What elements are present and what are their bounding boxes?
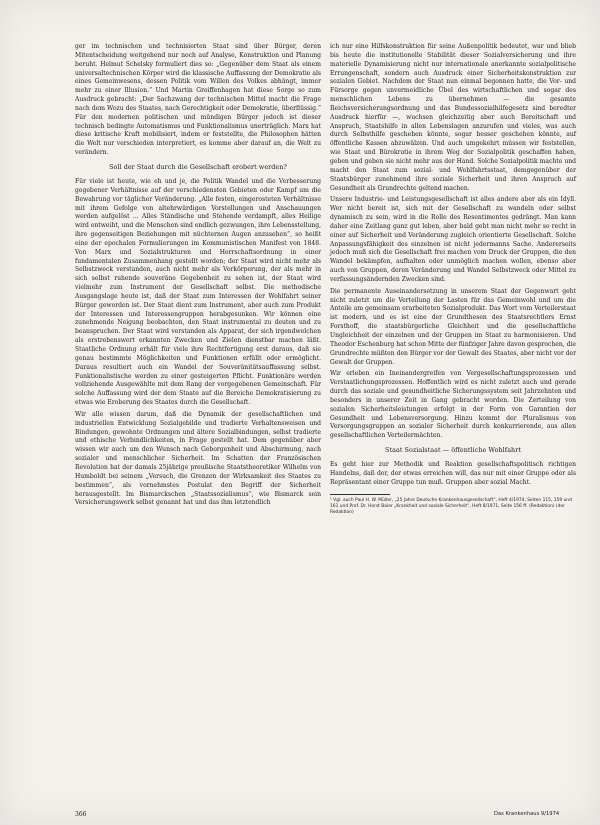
section-heading: Soll der Staat durch die Gesellschaft erobert werden?	[109, 162, 287, 171]
paragraph: ger im technischen und technisierten Staat sind über Bürger, deren Mitentscheidung weitgehend nur noch auf Analyse, Konstruktion und Planung beruht. Helmut Schelsky formuliert dies so: „Gegenüber dem Staat als einem universaltechnischen Körper wird die klassische Auffassung der Demokratie als eines Gemeinwesens, dessen Politik vom Willen des Volkes abhängt, immer mehr zu einer Illusion.“ Und Martin Greiffenhagen hat diese Sorge so zum Ausdruck gebracht: „Der Sachzwang der technischen Mittel macht die Frage nach dem Wozu des Staates, nach Gerechtigkeit oder Demokratie, überflüssig.“ Für den modernen politischen und mündigen Bürger jedoch ist dieser technisch bedingte Automatismus und Funktionalismus unerträglich. Marx hat diese kritische Kraft mobilisiert, indem er feststellte, die Philosophen hätten die Welt nur verschieden interpretiert, es komme aber darauf an, die Welt zu verändern.	[75, 43, 321, 157]
paragraph: Unsere Industrie- und Leistungsgesellschaft ist alles andere aber als ein Idyll. Wer nicht bereit ist, sich mit der Gesellschaft zu wandeln oder selbst dynamisch zu sein, wird in die Rolle des Resentimentes gedrängt. Man kann daher eine Zeitlang ganz gut leben, aber bald geht man nicht mehr so recht in einer auf Sicherheit und Veränderung zugleich orientierte Gesellschaft. Solche Anpassungsfähigkeit des einzelnen ist nicht jedermanns Sache. Andererseits jedoch muß sich die Gesellschaft frei machen vom Druck der Gruppen, die den Wandel bekämpfen, aufhalten oder unmöglich machen wollen, ebenso aber auch von Gruppen, deren Veränderung und Wandel Selbstzweck oder Mittel zu verfassungsändernden Zwecken sind.	[330, 196, 576, 283]
left-column	[75, 43, 321, 511]
paragraph: Wir erleben ein Ineinandergreifen von Vergesellschaftungsprozessen und Verstaatlichungsprozessen. Hoffentlich wird es nicht zuletzt auch und gerade durch das soziale und gesundheitliche Sicherungssystem seit Jahrzehnten und besonders in unserer Zeit in Gang gebracht worden. Die Zerteilung von sozialen Sicherheitsleistungen erfolgt in der Form von Garantien der Gesundheit und Lebensversorgung. Hinzu kommt der Pluralismus von Versorgungsgruppen an sozialer Sicherheit durch konkurrierende, aus allen gesellschaftlichen Verteilermächten.	[330, 370, 576, 440]
journal-footer: Das Krankenhaus 9/1974	[494, 811, 560, 817]
footnote-divider	[330, 494, 390, 495]
footnote: ¹ Vgl. auch Paul H. W. Müller, „25 Jahre Deutsche Krankenhausgesellschaft“, Heft 4/1974, Seiten 115, 159 und 161 und Prof. Dr. Horst Baier „Krankheit und soziale Sicherheit“, Heft 8/1971, Seite 156 ff. (Redaktion) (der Redaktion)	[330, 497, 572, 515]
paragraph: ich nur eine Hilfskonstruktion für seine Außenpolitik bedeutet, war und blieb bis heute die institutionelle Stabilität dieser Sozialversicherung und ihre materielle Dynamisierung nicht nur internationale anerkannte sozialpolitische Errungenschaft, sondern auch Ausdruck einer Sicherheitskonstruktion zur sozialen Gebiet. Nachdem der Staat nun einmal begonnen hatte, die Vor- und Fürsorge gegen unvermeidliche Übel des wirtschaftlichen und sogar des menschlichen Lebens zu übernehmen — die gesamte Reichsversicherungsordnung und das Bundessozialhilfegesetz sind beredter Ausdruck hierfür —, wuchsen gleichzeitig aber auch Bereitschaft und Anspruch, Staatshilfe in allen Lebenslagen anzurufen und vieles, was auch durch Selbsthilfe geschehen könnte, sogar besser geschehen könnte, auf öffentliche Kassen abzuwälzen. Und auch umgekehrt müssen wir feststellen, wie Staat und Bürokratie in ihrem Weg der Sozialpolitik geschaffen haben, geben und geben sie nicht mehr aus der Hand. Solche Sozialpolitik machte und macht den Staat zum sozial- und Wohlfahrtsstaat, demgegenüber der Staatsbürger zunehmend ihre soziale Sicherheit und ihren Anspruch auf Gesundheit als Grundrechte geltend machen.	[330, 43, 576, 192]
paragraph: Es geht hier zur Methodik und Reaktion gesellschaftspolitisch richtigen Handelns, daß der, der etwas erreichen will, das nur mit einer Gruppe oder als Repräsentant einer Gruppe tun muß. Gruppen aber sozial Macht.	[330, 461, 576, 486]
section-heading: Staat Sozialstaat — öffentliche Wohlfahrt	[385, 446, 521, 455]
right-column	[330, 43, 576, 516]
paragraph: Die permanente Auseinandersetzung in unserem Staat der Gegenwart geht nicht zuletzt um die Verteilung der Lasten für das Gemeinwohl und um die Anteile am gemeinsam erarbeiteten Sozialprodukt. Das Wort vom Verteilerstaat ist modern, und es ist eine der Grundthesen des Staatsrechtlers Ernst Forsthoff, die staatsbürgerliche Gleichheit und die gesellschaftliche Ungleichheit der einzelnen und der Gruppen im Staat zu harmonisieren. Und Theodor Eschenburg hat schon Mitte der fünfziger Jahre davon gesprochen, die Grundrechte müßten den Bürger vor der Gewalt des Staates, aber nicht vor der Gewalt der Gruppen.	[330, 287, 576, 366]
paragraph: Wir alle wissen darum, daß die Dynamik der gesellschaftlichen und industriellen Entwicklung Sozialgebilde und tradierte Verhaltensweisen und Bindungen, gewohnte Ordnungen und ältere Sozialbindungen, selbst tradierte und ethische Verbindlichkeiten, in Frage gestellt hat. Dem gegenüber aber wissen wir auch um den Wunsch nach Geborgenheit und Abschirmung, nach sozialer und menschlicher Sicherheit. Im Schatten der Französischen Revolution hat der damals 25jährige preußische Staatstheoretiker Wilhelm von Humboldt bei seinem „Versuch, die Grenzen der Wirksamkeit des Staates zu bestimmen“, als vornehmstes Postulat den Begriff der Sicherheit herausgestellt. Im Bismarckschen „Staatssozialismus“, wie Bismarck sein Versicherungswerk selbst genannt hat und das ihm letztendlich	[75, 410, 321, 507]
page-number: 366	[75, 811, 87, 818]
paragraph: Für viele ist heute, wie eh und je, die Politik Wandel und die Verbesserung gegebener Verhältnisse auf der verschiedensten Gebieten oder Kampf um die Bewahrung vor täglicher Veränderung. „Alle festen, eingerosteten Verhältnisse mit ihrem Gefolge von altehrwürdigen Vorstellungen und Anschauungen werden aufgelöst ... Alles Ständische und Stehende verdampft, alles Heilige wird entweiht, und die Menschen sind endlich gezwungen, ihre Lebensstellung, ihre gegenseitigen Beziehungen mit nüchternen Augen anzusehen“, so heißt eine der epochalen Formulierungen im Kommunistischen Manifest von 1848. Von Marx und Sozialstrukturen und Herrschaftsordnung in einer fundamentalen Zusammenhang gestellt worden; der Staat wird nicht mehr als Selbstzweck verstanden, auch nicht mehr als Verkörperung, der als mehr in sich selbst ruhende souveräne Gegebenheit zu sehen ist, der Staat wird vielmehr zum Instrument der Gesellschaft selbst. Die methodische Ausgangslage heute ist, daß der Staat zum Interessen der Wohlfahrt seiner Bürger geworden ist. Der Staat dient zum Instrument, aber auch zum Produkt der Interessen und Interessengruppen herabgesunken. Wir können eine zunehmende Neigung beobachten, den Staat instrumental zu deuten und zu beanspruchen. Der Staat wird verstanden als Apparat, der sich irgendwelchen als erstrebenswert erkannten Zwecken und Zielen dienstbar machen läßt. Staatliche Ordnung erhält für viele ihre Rechtfertigung erst daraus, daß sie genau bestimmte Möglichkeiten und Funktionen erfüllt oder ermöglicht. Daraus resultiert auch ein Wandel der Souveränitätsauffassung selbst. Funktionalistische werden zu einer gesteigerten Pflicht. Funktionäre werden vollziehende Ausgewählte mit dem Rang der vorgegebenen Gemeinschaft. Für solche Auffassung wird der dem Staate auf die Bereiche Demokratisierung zu etwas wie Eroberung des Staates durch die Gesellschaft.	[75, 177, 321, 407]
